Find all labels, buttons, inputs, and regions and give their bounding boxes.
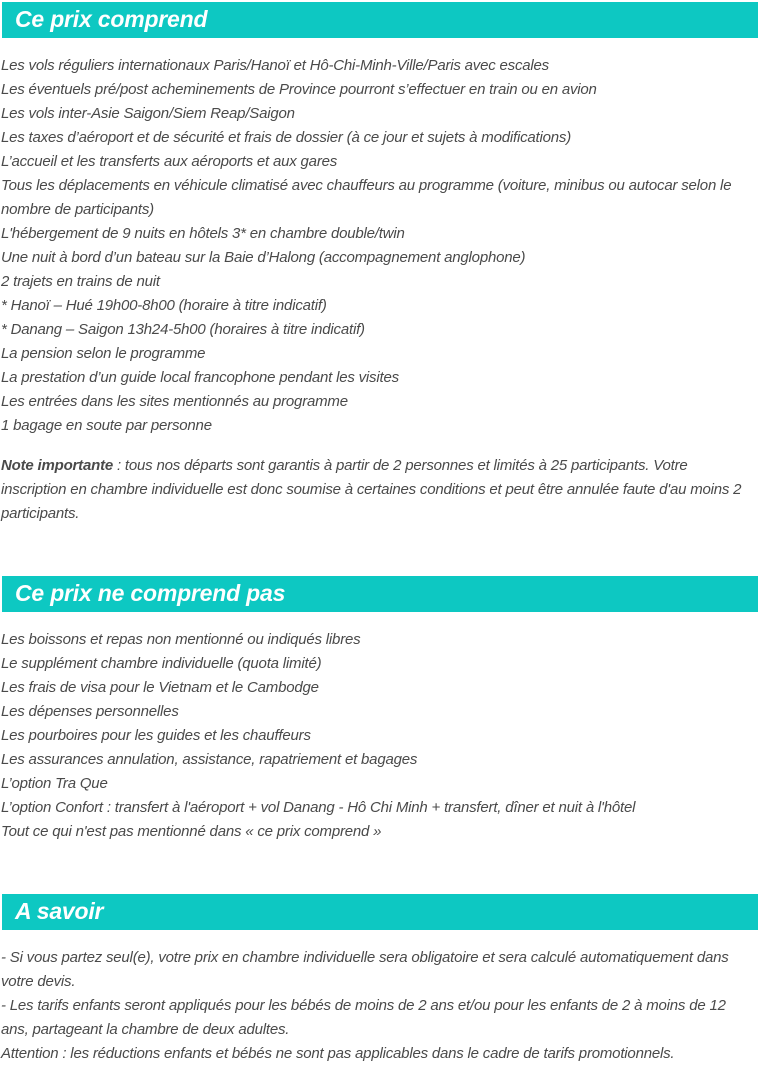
price-details-page: [0, 2, 758, 1066]
section-title: Ce prix ne comprend pas: [15, 579, 286, 606]
list-item: L’option Tra Que: [1, 775, 108, 792]
price-includes-list: [0, 54, 758, 438]
important-note: [0, 454, 758, 526]
list-item: Les taxes d’aéroport et de sécurité et frais de dossier (à ce jour et sujets à modifications): [1, 129, 572, 146]
list-item: Les dépenses personnelles: [1, 703, 179, 720]
list-item: Les éventuels pré/post acheminements de Province pourront s’effectuer en train ou en avion: [1, 81, 597, 98]
list-item: Les pourboires pour les guides et les chauffeurs: [1, 727, 311, 744]
list-item: Les assurances annulation, assistance, rapatriement et bagages: [1, 751, 418, 768]
section-header-price-excludes: [2, 576, 758, 612]
price-excludes-list: [0, 628, 758, 844]
list-item: Les entrées dans les sites mentionnés au programme: [1, 393, 348, 410]
section-price-includes: [0, 2, 758, 526]
list-item: Attention : les réductions enfants et bébés ne sont pas applicables dans le cadre de tarifs promotionnels.: [1, 1045, 675, 1062]
list-item: Les frais de visa pour le Vietnam et le Cambodge: [1, 679, 319, 696]
list-item: Tout ce qui n'est pas mentionné dans « ce prix comprend »: [1, 823, 382, 840]
list-item: Les boissons et repas non mentionné ou indiqués libres: [1, 631, 361, 648]
list-item: - Si vous partez seul(e), votre prix en chambre individuelle sera obligatoire et sera calculé automatiquement dans votre devis.: [1, 949, 729, 990]
list-item: Les vols réguliers internationaux Paris/Hanoï et Hô-Chi-Minh-Ville/Paris avec escales: [1, 57, 549, 74]
list-item: * Hanoï – Hué 19h00-8h00 (horaire à titre indicatif): [1, 297, 327, 314]
list-item: La pension selon le programme: [1, 345, 206, 362]
list-item: Tous les déplacements en véhicule climatisé avec chauffeurs au programme (voiture, minibus ou autocar selon le nombre de participants): [1, 177, 732, 218]
section-header-good-to-know: [2, 894, 758, 930]
section-title: Ce prix comprend: [15, 5, 208, 32]
good-to-know-list: [0, 946, 758, 1066]
section-price-excludes: [0, 576, 758, 844]
list-item: 1 bagage en soute par personne: [1, 417, 212, 434]
section-title: A savoir: [15, 897, 104, 924]
list-item: L’option Confort : transfert à l'aéroport + vol Danang - Hô Chi Minh + transfert, dîner et nuit à l'hôtel: [1, 799, 636, 816]
important-note-text: : tous nos départs sont garantis à partir de 2 personnes et limités à 25 participants. Votre inscription en chambre individuelle est donc soumise à certaines conditions et peut être annulée faute d'au moins 2 participants.: [1, 457, 742, 522]
list-item: - Les tarifs enfants seront appliqués pour les bébés de moins de 2 ans et/ou pour les enfants de 2 à moins de 12 ans, partageant la chambre de deux adultes.: [1, 997, 726, 1038]
important-note-label: Note importante: [1, 457, 114, 474]
list-item: La prestation d’un guide local francophone pendant les visites: [1, 369, 399, 386]
list-item: Une nuit à bord d’un bateau sur la Baie d’Halong (accompagnement anglophone): [1, 249, 526, 266]
list-item: Les vols inter-Asie Saigon/Siem Reap/Saigon: [1, 105, 295, 122]
list-item: Le supplément chambre individuelle (quota limité): [1, 655, 322, 672]
list-item: L'hébergement de 9 nuits en hôtels 3* en chambre double/twin: [1, 225, 405, 242]
list-item: 2 trajets en trains de nuit: [1, 273, 160, 290]
list-item: * Danang – Saigon 13h24-5h00 (horaires à titre indicatif): [1, 321, 365, 338]
list-item: L’accueil et les transferts aux aéroports et aux gares: [1, 153, 338, 170]
section-good-to-know: [0, 894, 758, 1066]
section-header-price-includes: [2, 2, 758, 38]
